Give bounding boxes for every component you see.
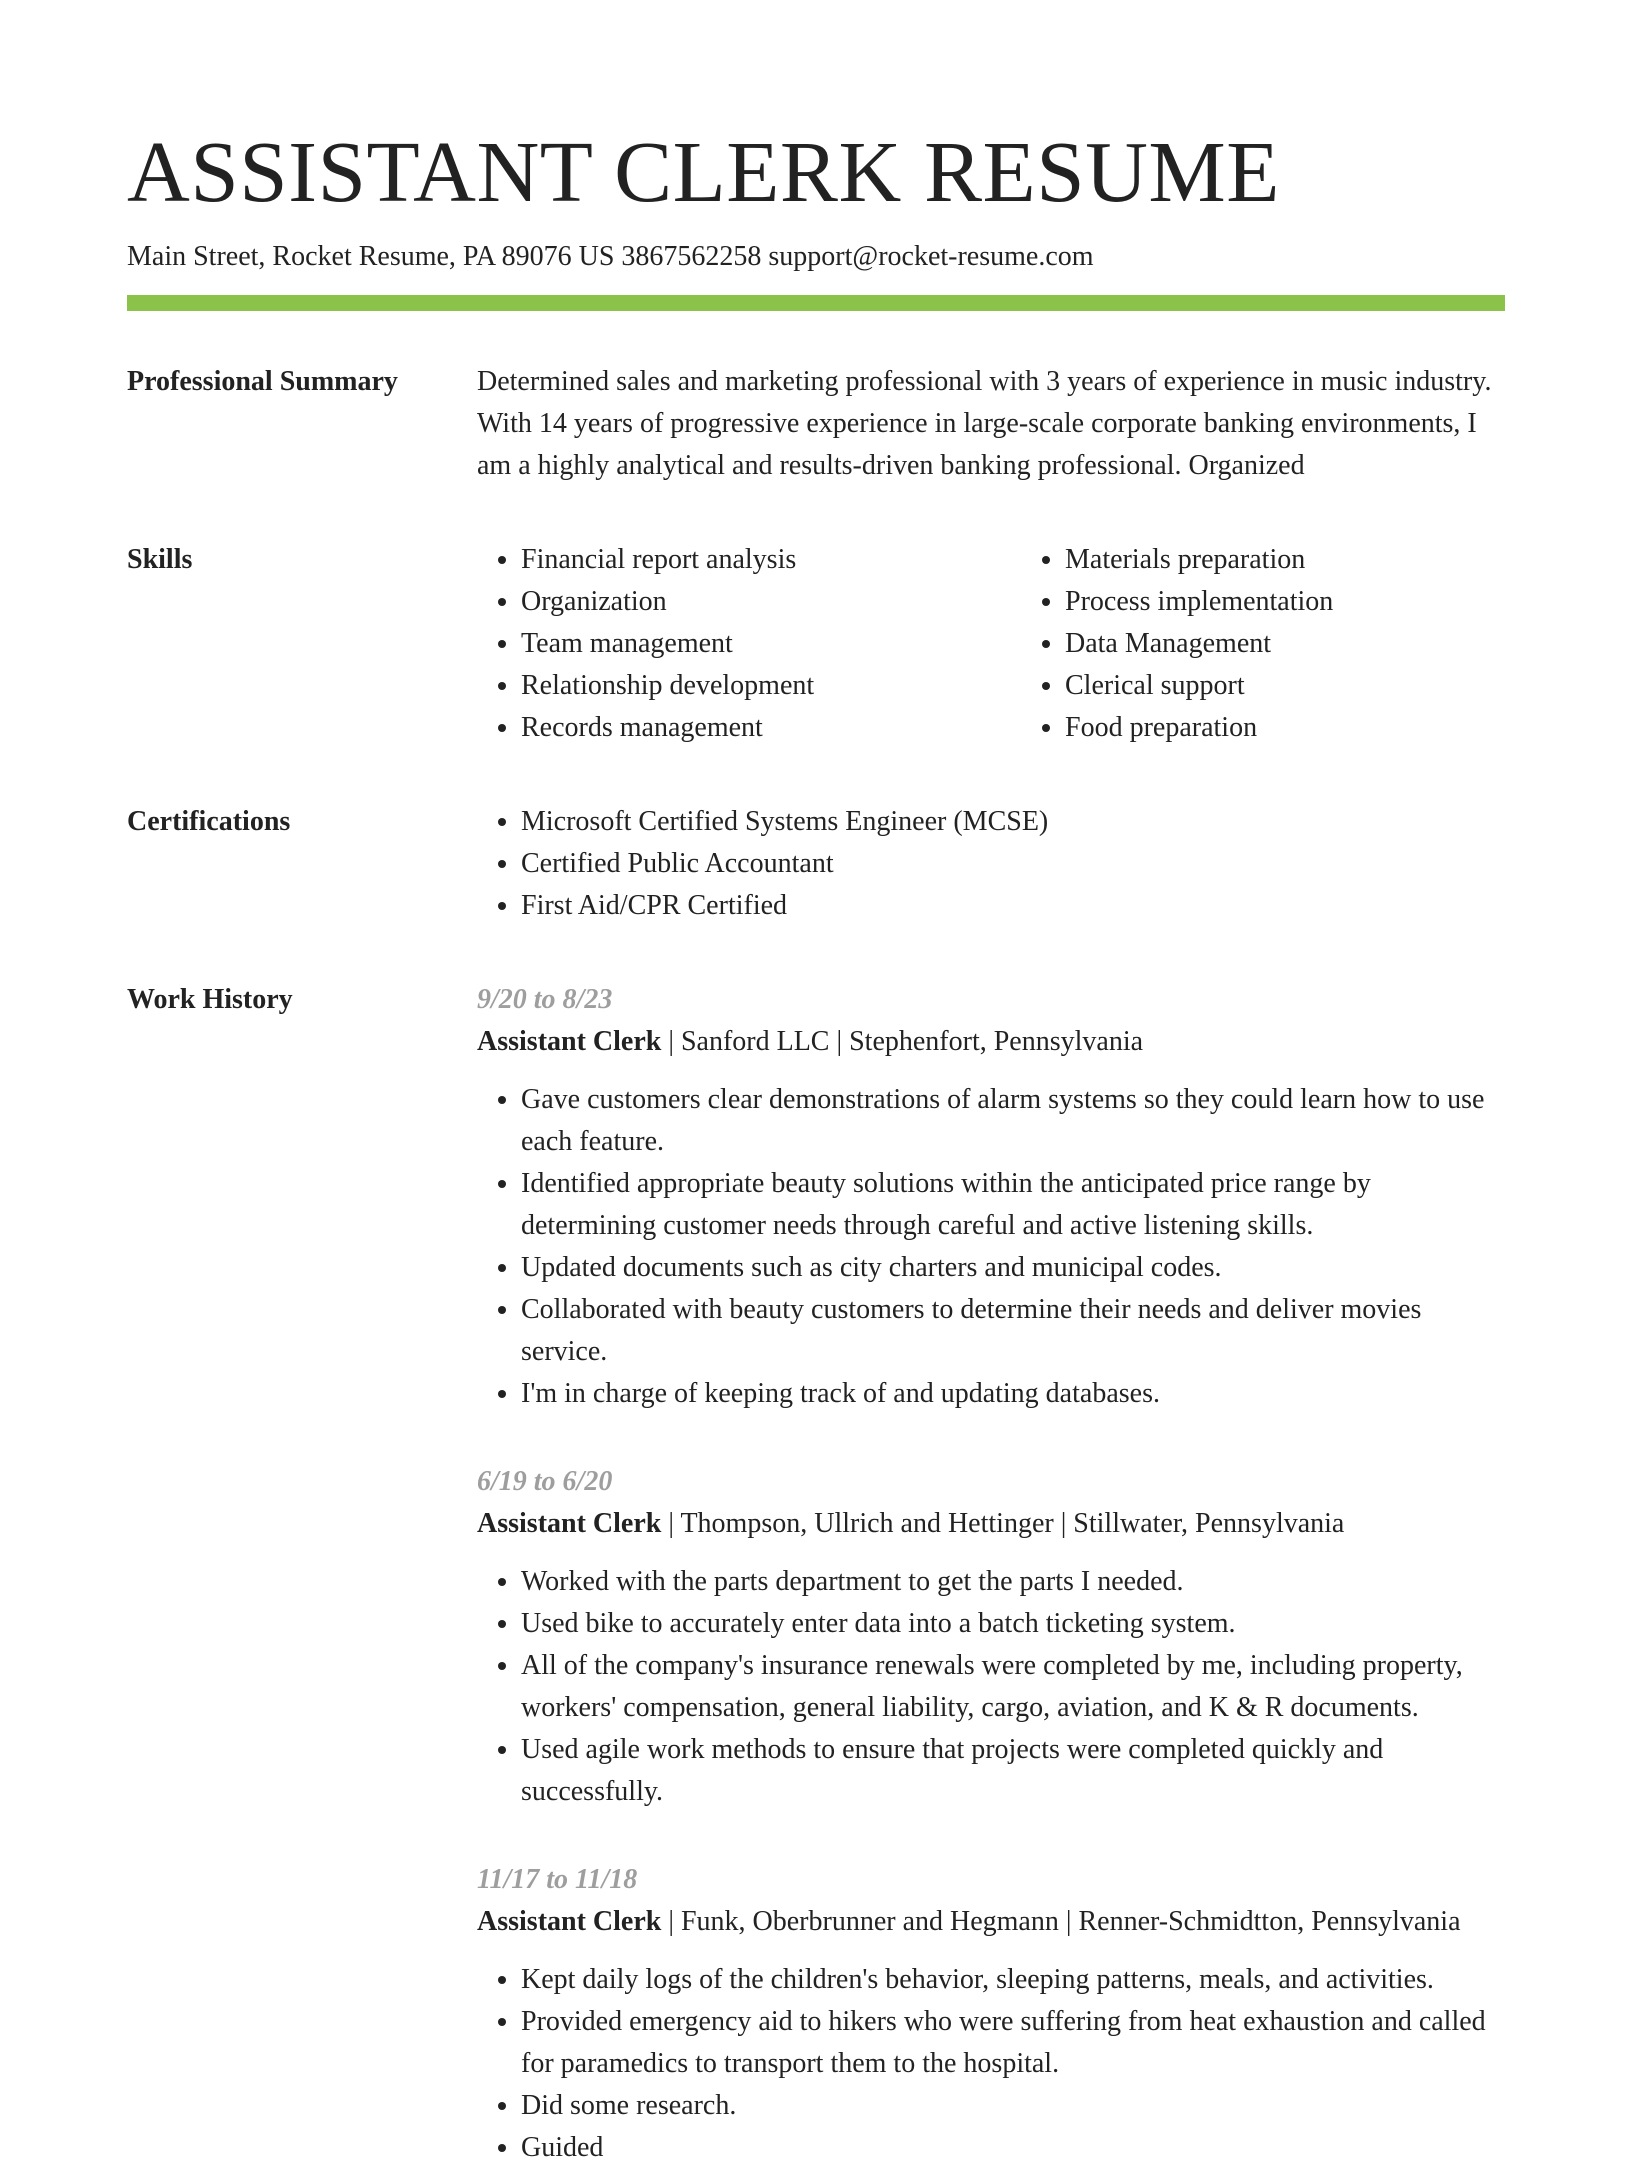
accent-divider [127, 295, 1505, 311]
job-details: | Thompson, Ullrich and Hettinger | Stillwater, Pennsylvania [661, 1508, 1345, 1540]
job-bullet: • Provided emergency aid to hikers who were suffering from heat exhaustion and called for paramedics to transport them to the hospital. [521, 2001, 1505, 2085]
page-title: ASSISTANT CLERK RESUME [127, 123, 1280, 220]
job-entry [477, 1461, 1505, 1813]
job-bullet: • Identified appropriate beauty solutions within the anticipated price range by determining customer needs through careful and active listening skills. [521, 1163, 1505, 1247]
summary-section [127, 361, 1505, 487]
job-title: Assistant Clerk [477, 1508, 662, 1540]
job-title: Assistant Clerk [477, 1906, 662, 1938]
certification-item: • Microsoft Certified Systems Engineer (MCSE) [521, 801, 1505, 843]
job-bullets [477, 1079, 1505, 1415]
skills-section [127, 539, 1505, 749]
job-details: | Sanford LLC | Stephenfort, Pennsylvania [661, 1026, 1144, 1058]
skills-body [477, 539, 1565, 749]
summary-text: Determined sales and marketing professional with 3 years of experience in music industry. With 14 years of progressive experience in large-scale corporate banking environments, I am a highly analytical and results-driven banking professional. Organized [477, 366, 1492, 482]
skill-item: • Data Management [1065, 623, 1565, 665]
certification-item: • First Aid/CPR Certified [521, 885, 1505, 927]
work-history-section [127, 979, 1505, 2169]
certifications-list [477, 801, 1505, 927]
job-dates: 9/20 to 8/23 [477, 984, 613, 1016]
skill-item: • Relationship development [521, 665, 1021, 707]
skill-item: • Food preparation [1065, 707, 1565, 749]
job-heading [477, 1901, 1505, 1943]
skills-list-right [1021, 539, 1565, 749]
skill-item: • Records management [521, 707, 1021, 749]
job-bullet: • Updated documents such as city charters and municipal codes. [521, 1247, 1505, 1289]
skill-item: • Organization [521, 581, 1021, 623]
job-bullet: • Kept daily logs of the children's behavior, sleeping patterns, meals, and activities. [521, 1959, 1505, 2001]
job-bullet: • Did some research. [521, 2085, 1505, 2127]
job-bullet: • Used bike to accurately enter data into a batch ticketing system. [521, 1603, 1505, 1645]
skill-item: • Financial report analysis [521, 539, 1021, 581]
job-title: Assistant Clerk [477, 1026, 662, 1058]
job-heading [477, 1503, 1505, 1545]
job-dates: 11/17 to 11/18 [477, 1864, 638, 1896]
contact-line: Main Street, Rocket Resume, PA 89076 US 3867562258 support@rocket-resume.com [127, 241, 1094, 272]
job-bullet: • Collaborated with beauty customers to determine their needs and deliver movies service. [521, 1289, 1505, 1373]
job-bullet: • Guided [521, 2127, 1505, 2169]
skill-item: • Materials preparation [1065, 539, 1565, 581]
job-entry [477, 979, 1505, 1415]
certification-item: • Certified Public Accountant [521, 843, 1505, 885]
job-bullet: • All of the company's insurance renewals were completed by me, including property, workers' compensation, general liability, cargo, aviation, and K & R documents. [521, 1645, 1505, 1729]
work-history-label: Work History [127, 984, 293, 1016]
job-bullet: • Worked with the parts department to get the parts I needed. [521, 1561, 1505, 1603]
summary-label: Professional Summary [127, 366, 398, 398]
certifications-body [477, 801, 1505, 927]
job-bullets [477, 1959, 1505, 2169]
job-details: | Funk, Oberbrunner and Hegmann | Renner-Schmidtton, Pennsylvania [661, 1906, 1461, 1938]
skill-item: • Process implementation [1065, 581, 1565, 623]
skill-item: • Clerical support [1065, 665, 1565, 707]
skills-label: Skills [127, 544, 193, 576]
job-dates: 6/19 to 6/20 [477, 1466, 613, 1498]
work-history-body [477, 979, 1505, 2169]
skills-list-left [477, 539, 1021, 749]
job-bullets [477, 1561, 1505, 1813]
job-bullet: • I'm in charge of keeping track of and updating databases. [521, 1373, 1505, 1415]
certifications-label: Certifications [127, 806, 291, 838]
certifications-section [127, 801, 1505, 927]
skill-item: • Team management [521, 623, 1021, 665]
job-heading [477, 1021, 1505, 1063]
summary-body [477, 361, 1505, 487]
job-bullet: • Gave customers clear demonstrations of alarm systems so they could learn how to use each feature. [521, 1079, 1505, 1163]
job-entry [477, 1859, 1505, 2169]
job-bullet: • Used agile work methods to ensure that projects were completed quickly and successfully. [521, 1729, 1505, 1813]
